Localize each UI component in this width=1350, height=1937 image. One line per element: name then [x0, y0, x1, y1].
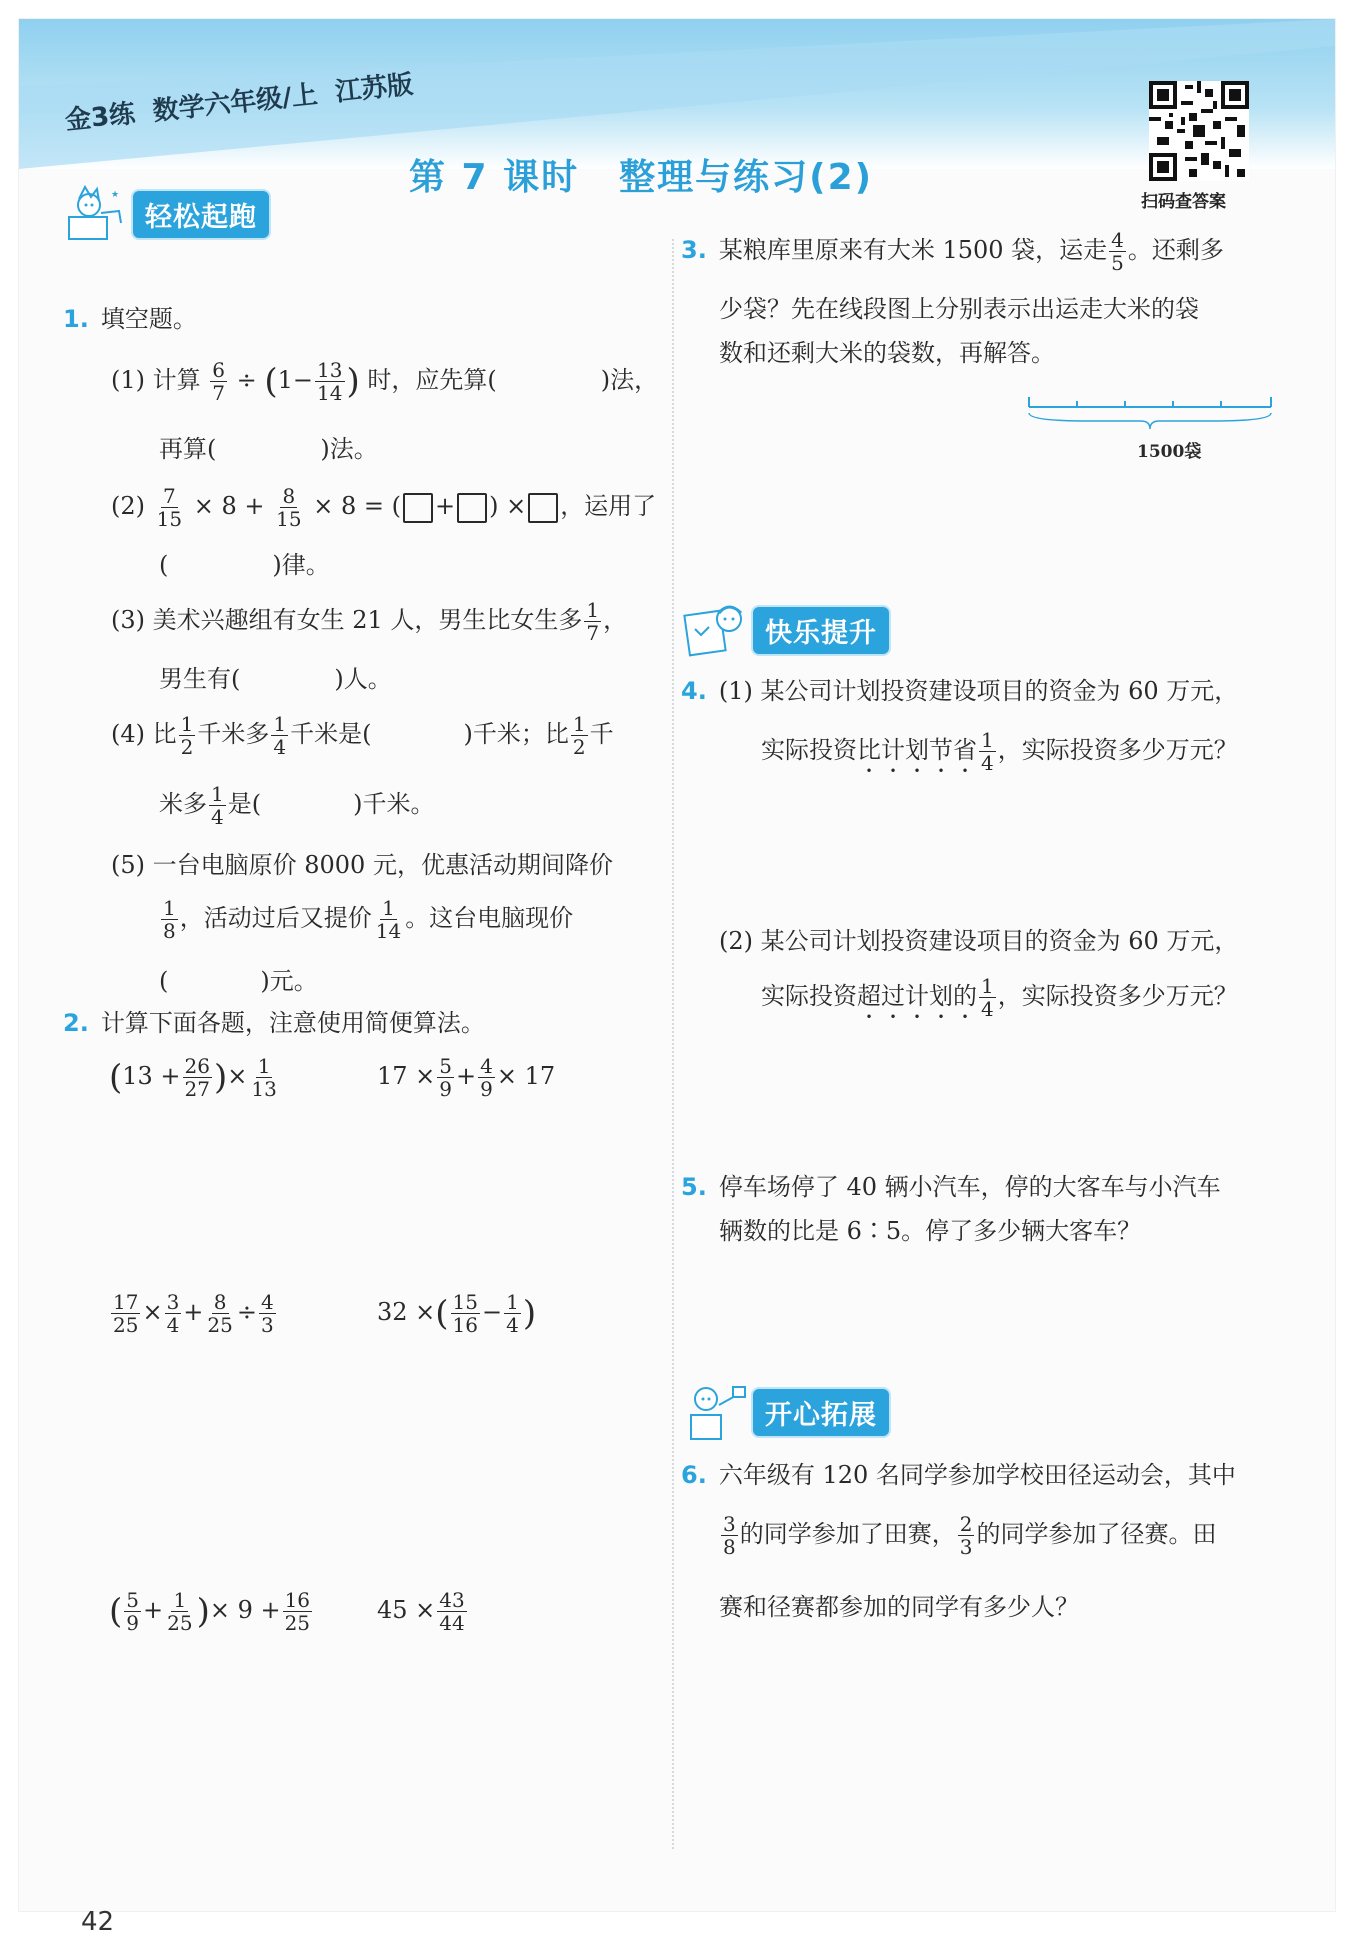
question-3-line3: 数和还剩大米的袋数，再解答。: [719, 339, 1055, 367]
q1-part4-cont: 米多 $\frac{1}{4}$ 是( )千米。: [159, 782, 435, 829]
expr-1: (13 + $\frac{26}{27}$ )× $\frac{1}{13}$: [109, 1054, 277, 1101]
section-extend-label: 开心拓展: [751, 1387, 891, 1438]
q1-part2: (2) $\frac{7}{15}$ × 8 + $\frac{8}{15}$ × 8 = ( + ) × ，运用了: [111, 484, 657, 531]
fraction-13-14: $\frac{13}{14}$: [317, 358, 343, 405]
svg-text:★: ★: [111, 190, 120, 200]
section-happy: [681, 607, 891, 653]
section-easy: [61, 191, 271, 237]
question-1-title: 1. 填空题。: [63, 305, 197, 333]
q1-part5: (5) 一台电脑原价 8000 元，优惠活动期间降价: [111, 851, 613, 879]
workbook-page: [18, 18, 1336, 1937]
series-edition: 江苏版: [333, 69, 415, 108]
section-easy-label: 轻松起跑: [131, 189, 271, 240]
q1-part1-cont: 再算( )法。: [159, 435, 378, 463]
question-6-line1: 6. 六年级有 120 名同学参加学校田径运动会，其中: [681, 1461, 1236, 1489]
expr-4: 32 ×( $\frac{15}{16}$ − $\frac{1}{4}$ ): [377, 1290, 537, 1337]
q1-part3: (3) 美术兴趣组有女生 21 人，男生比女生多 $\frac{1}{7}$ ，: [111, 598, 628, 645]
expr-5: ( $\frac{5}{9}$ + $\frac{1}{25}$ )× 9 + $\frac{16}{25}$: [109, 1588, 311, 1635]
q1-part2-cont: ( )律。: [159, 551, 330, 579]
segment-label: 1500袋: [1137, 442, 1202, 462]
question-4-part1-line1: 4. (1) 某公司计划投资建设项目的资金为 60 万元，: [681, 677, 1239, 705]
question-6-line2: $\frac{3}{8}$ 的同学参加了田赛， $\frac{2}{3}$ 的同学参加了径赛。田: [723, 1512, 1217, 1559]
answer-box[interactable]: [457, 493, 487, 523]
expr-6: 45 × $\frac{43}{44}$: [377, 1588, 465, 1635]
qr-caption: 扫码查答案: [1141, 192, 1226, 212]
line-segment-diagram[interactable]: [1009, 389, 1279, 434]
lesson-name: 整理与练习(2): [619, 157, 874, 198]
page-number: 42: [81, 1907, 115, 1937]
q1-part5-cont2: ( )元。: [159, 967, 318, 995]
child-box-icon: [681, 1381, 751, 1443]
qr-code-icon[interactable]: [1149, 81, 1249, 181]
lesson-title: [409, 149, 873, 200]
q1-part5-cont: $\frac{1}{8}$ ，活动过后又提价 $\frac{1}{14}$ 。这台电脑现价: [163, 896, 574, 943]
question-2-title: 2. 计算下面各题，注意使用简便算法。: [63, 1009, 485, 1037]
series-brand: 金3练: [63, 98, 137, 137]
section-happy-label: 快乐提升: [751, 605, 891, 656]
question-3-line1: 3. 某粮库里原来有大米 1500 袋，运走 $\frac{4}{5}$ 。还剩多: [681, 228, 1224, 275]
question-5-line2: 辆数的比是 6∶5。停了多少辆大客车？: [719, 1217, 1142, 1245]
question-3-line2: 少袋？先在线段图上分别表示出运走大米的袋: [719, 295, 1199, 323]
question-4-part2-line1: (2) 某公司计划投资建设项目的资金为 60 万元，: [719, 927, 1239, 955]
series-subject: 数学六年级/上: [151, 79, 320, 127]
answer-box[interactable]: [528, 493, 558, 523]
q1-part1: (1) 计算 $\frac{6}{7}$ ÷ (1− $\frac{13}{14}$ ) 时，应先算( )法，: [111, 358, 659, 405]
q1-part4: (4) 比 $\frac{1}{2}$ 千米多 $\frac{1}{4}$ 千米是( )千米；比 $\frac{1}{2}$ 千: [111, 712, 614, 759]
expr-2: 17 × $\frac{5}{9}$ + $\frac{4}{9}$ × 17: [377, 1054, 556, 1101]
question-6-line3: 赛和径赛都参加的同学有多少人？: [719, 1593, 1079, 1621]
expr-3: $\frac{17}{25}$ × $\frac{3}{4}$ + $\frac{8}{25}$ ÷ $\frac{4}{3}$: [113, 1290, 274, 1337]
q1-part3-cont: 男生有( )人。: [159, 665, 392, 693]
answer-box[interactable]: [403, 493, 433, 523]
question-4-part2-line2: 实际投资超过计划的 $\frac{1}{4}$ ，实际投资多少万元？: [761, 974, 1238, 1021]
section-extend: [681, 1389, 891, 1435]
student-cartoon-icon: [61, 183, 131, 245]
column-divider: [672, 239, 674, 1849]
question-5-line1: 5. 停车场停了 40 辆小汽车，停的大客车与小汽车: [681, 1173, 1221, 1201]
question-4-part1-line2: 实际投资比计划节省 $\frac{1}{4}$ ，实际投资多少万元？: [761, 728, 1238, 775]
fraction-6-7: $\frac{6}{7}$: [212, 358, 225, 405]
lesson-number: 第 7 课时: [409, 157, 580, 198]
child-drawing-icon: [681, 599, 751, 661]
